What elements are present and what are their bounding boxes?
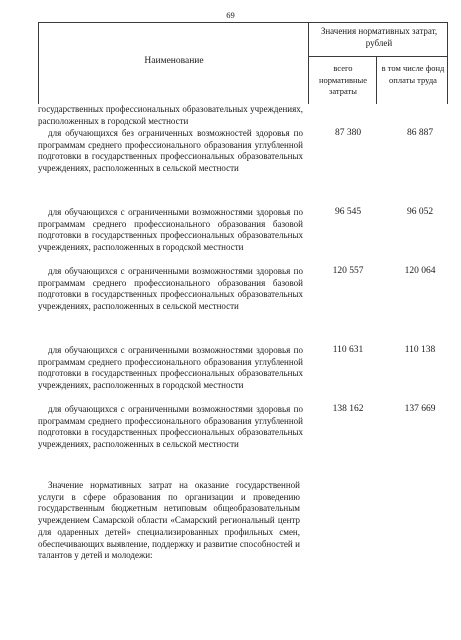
row-payroll-value: 96 052 <box>406 207 434 217</box>
row-total-value: 87 380 <box>334 128 362 138</box>
row-description <box>38 207 303 254</box>
row-description <box>38 404 303 451</box>
row-total-value: 138 162 <box>332 404 364 414</box>
closing-paragraph <box>38 480 300 562</box>
header-subcol-divider <box>376 56 377 104</box>
row-payroll-value: 137 669 <box>404 404 436 414</box>
row-description-text: для обучающихся с ограниченными возможностями здоровья по программам среднего профессионального образования базовой подготовки в государственных профессиональных образовательных учреждениях, расположенных в городской местности <box>38 207 303 253</box>
row-total-value: 96 545 <box>334 207 362 217</box>
column-header-values: Значения нормативных затрат, рублей <box>320 26 438 48</box>
row-payroll-value: 110 138 <box>404 345 436 355</box>
header-col-divider <box>308 22 309 104</box>
page-number: 69 <box>226 10 235 20</box>
row-total-value: 120 557 <box>332 266 364 276</box>
row-payroll-value: 120 064 <box>404 266 436 276</box>
row-description-text: для обучающихся с ограниченными возможностями здоровья по программам среднего профессионального образования базовой подготовки в государственных профессиональных образовательных учреждениях, расположенных в сельской местности <box>38 266 303 312</box>
header-left-border <box>38 22 39 104</box>
column-header-name: Наименование <box>144 56 204 66</box>
row-description: государственных профессиональных образовательных учреждениях, расположенных в городской местности <box>38 104 303 126</box>
header-sub-divider <box>308 56 448 57</box>
row-description <box>38 266 303 313</box>
row-description-text: для обучающихся без ограниченных возможностей здоровья по программам среднего профессионального образования углубленной подготовки в государственных профессиональных образовательных учреждениях, расположенных в сельской местности <box>38 128 303 174</box>
row-description <box>38 345 303 392</box>
row-description-text: для обучающихся с ограниченными возможностями здоровья по программам среднего профессионального образования углубленной подготовки в государственных профессиональных образовательных учреждениях, расположенных в городской местности <box>38 345 303 391</box>
column-header-payroll: в том числе фонд оплаты труда <box>381 63 445 85</box>
table-header <box>38 22 448 104</box>
header-top-border <box>38 22 448 23</box>
row-description <box>38 128 303 175</box>
row-total-value: 110 631 <box>332 345 364 355</box>
closing-paragraph-text: Значение нормативных затрат на оказание государственной услуги в сфере образования по организации и проведению государственным бюджетным нетиповым общеобразовательным учреждением Самарской области «Самарский региональный центр для одаренных детей» специализированных профильных смен, обеспечивающих выявление, поддержку и развитие способностей и талантов у детей и молодежи: <box>38 480 300 561</box>
column-header-total: всего нормативные затраты <box>318 63 368 96</box>
row-payroll-value: 86 887 <box>406 128 434 138</box>
row-description-text: для обучающихся с ограниченными возможностями здоровья по программам среднего профессионального образования углубленной подготовки в государственных профессиональных образовательных учреждениях, расположенных в сельской местности <box>38 404 303 450</box>
